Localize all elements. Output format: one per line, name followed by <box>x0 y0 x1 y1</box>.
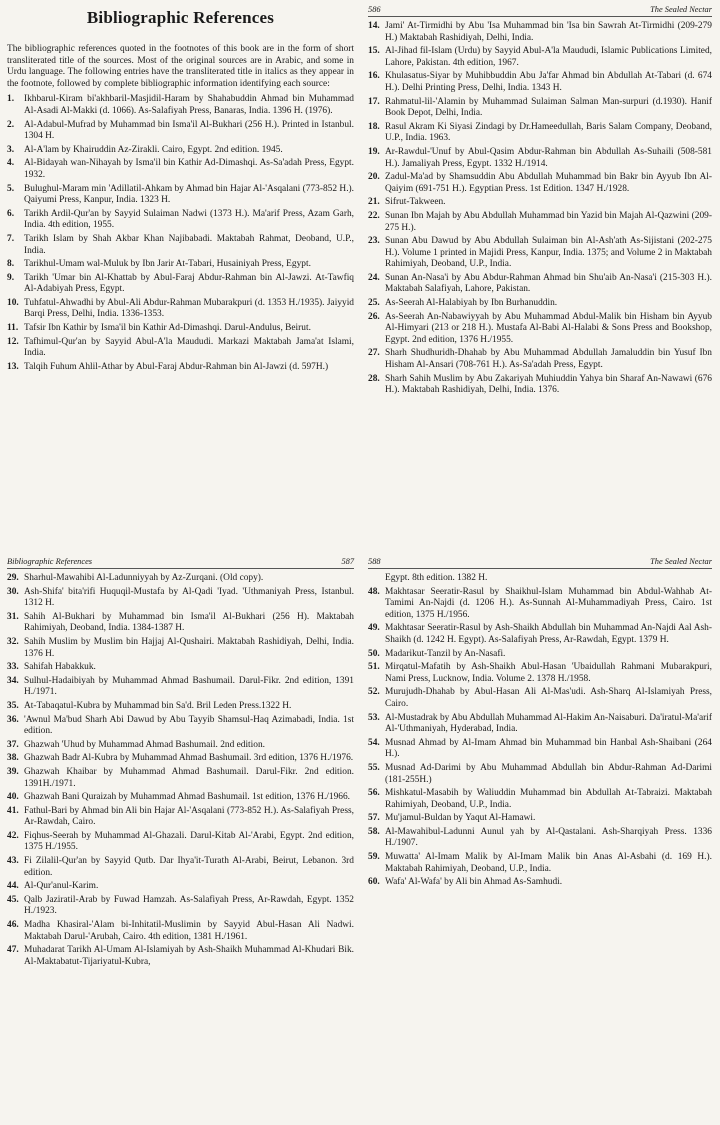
entry-number: 40. <box>7 792 19 803</box>
list-item <box>368 738 712 761</box>
entry-number: 44. <box>7 881 19 892</box>
entry-text: Al-Bidayah wan-Nihayah by Isma'il bin Kathir Ad-Dimashqi. As-Sa'adah Press, Egypt. 1932. <box>24 158 354 180</box>
list-item <box>368 147 712 170</box>
entry-number: 59. <box>368 852 380 863</box>
page-585 <box>0 0 362 552</box>
list-item <box>7 259 354 271</box>
entry-number: 25. <box>368 298 380 309</box>
entry-text: Sharhul-Mawahibi Al-Ladunniyyah by Az-Zurqani. (Old copy). <box>24 573 264 583</box>
entry-text: As-Seerah An-Nabawiyyah by Abu Muhammad Abdul-Malik bin Hisham bin Ayyub Al-Himyari (213 or 218 H.). Mustafa Al-Babi Al-Halabi & Sons Press and Bookshop, Egypt. 2nd edition, 1376 H./1955. <box>385 311 712 345</box>
list-item <box>368 21 712 44</box>
list-item <box>7 587 354 610</box>
entry-text: Talqih Fuhum Ahlil-Athar by Abul-Faraj Abdur-Rahman bin Al-Jawzi (d. 597H.) <box>24 361 329 372</box>
entry-text: Jami' At-Tirmidhi by Abu 'Isa Muhammad bin 'Isa bin Sawrah At-Tirmidhi (209-279 H.) Maktabah Rashidiyah, Delhi, India. <box>385 21 712 43</box>
list-item <box>7 662 354 674</box>
page-586 <box>362 0 720 552</box>
entry-text: Sahih Muslim by Muslim bin Hajjaj Al-Qushairi. Maktabah Rashidiyah, Delhi, India. 1376 H. <box>24 636 354 659</box>
entry-number: 46. <box>7 920 19 931</box>
running-title: Bibliographic References <box>7 557 93 566</box>
reference-list <box>7 573 354 968</box>
list-item <box>7 920 354 943</box>
entry-text: At-Tabaqatul-Kubra by Muhammad bin Sa'd. Bril Leden Press.1322 H. <box>24 700 292 711</box>
list-item <box>368 197 712 209</box>
list-item <box>7 856 354 879</box>
entry-number: 56. <box>368 788 380 799</box>
entry-text: Makhtasar Seeratir-Rasul by Shaikhul-Islam Muhammad bin Abdul-Wahhab At-Tamimi An-Najdi (d. 1206 H.). As-Sunnah Al-Muhammadiyah Press, Cairo. 1st edition, 1375 H./1956. <box>385 586 712 620</box>
entry-number: 39. <box>7 766 19 777</box>
entry-text: Tuhfatul-Ahwadhi by Abul-Ali Abdur-Rahman Mubarakpuri (d. 1353 H./1935). Jaiyyid Barqi Press, Delhi, India. 1336-1353. <box>24 297 354 320</box>
entry-text: Al-Adabul-Mufrad by Muhammad bin Isma'il Al-Bukhari (256 H.). Printed in Istanbul. 1304 H. <box>24 119 354 142</box>
entry-number: 2. <box>7 119 15 130</box>
list-item <box>368 763 712 786</box>
entry-text: Fathul-Bari by Ahmad bin Ali bin Hajar Al-'Asqalani (773-852 H.). As-Salafiyah Press, Ar-Rawdah, Cairo. <box>24 805 354 828</box>
reference-list <box>7 94 354 373</box>
list-item <box>7 362 354 374</box>
list-item <box>7 806 354 829</box>
list-item <box>368 662 712 685</box>
entry-text: Al-Mustadrak by Abu Abdullah Muhammad Al-Hakim An-Naisaburi. Da'iratul-Ma'arif Al-'Uthmaniyah, Hyderabad, India. <box>385 712 712 735</box>
entry-text: Muhadarat Tarikh Al-Umam Al-Islamiyah by Ash-Shaikh Muhammad Al-Khudari Bik. Al-Maktabatut-Tijariyatul-Kubra, <box>24 945 354 967</box>
page-number: 587 <box>341 557 354 566</box>
list-item <box>368 374 712 397</box>
list-item <box>368 713 712 736</box>
entry-text: Tarikh Islam by Shah Akbar Khan Najibabadi. Maktabah Rahmat, Deoband, U.P., India. <box>24 233 354 256</box>
entry-number: 19. <box>368 146 380 157</box>
entry-text: Al-Qur'anul-Karim. <box>24 881 99 892</box>
list-item <box>7 676 354 699</box>
entry-number: 37. <box>7 739 19 750</box>
entry-text: Muwatta' Al-Imam Malik by Al-Imam Malik bin Anas Al-Asbahi (d. 169 H.). Maktabah Rahimiyah, Deoband, U.P., India. <box>385 852 712 874</box>
entry-text: Zadul-Ma'ad by Shamsuddin Abu Abdullah Muhammad bin Bakr bin Ayyub Ibn Al-Qaiyim (691-751 H.). Egyptian Press. 1st Edition. 1347 H./1928. <box>385 172 712 194</box>
entry-text: Sharh Sahih Muslim by Abu Zakariyah Muhiuddin Yahya bin Sharaf An-Nawawi (676 H.). Maktabah Rashidiyah, Delhi, India. 1376. <box>385 373 712 396</box>
entry-number: 47. <box>7 945 19 956</box>
entry-text: Makhtasar Seeratir-Rasul by Ash-Shaikh Abdullah bin Muhammad An-Najdi Aal Ash-Shaikh (d. 1242 H. Egypt). As-Salafiyah Press, Ar-Rawdah, Egypt. 1379 H. <box>385 623 712 645</box>
entry-number: 30. <box>7 586 19 597</box>
entry-text: As-Seerah Al-Halabiyah by Ibn Burhanuddin. <box>385 298 558 309</box>
list-item <box>7 298 354 321</box>
list-item <box>7 637 354 660</box>
running-header <box>368 556 712 569</box>
list-item <box>368 236 712 271</box>
entry-number: 26. <box>368 311 380 322</box>
entry-text: Sunan Abu Dawud by Abu Abdullah Sulaiman bin Al-Ash'ath As-Sijistani (202-275 H.). Volume 1 printed in Majidi Press, Kanpur, India. 1375; and Volume 2 in Maktabah Rahimiyah, Deoband, U.P., India. <box>385 236 712 270</box>
entry-number: 42. <box>7 830 19 841</box>
entry-number: 31. <box>7 611 19 622</box>
entry-text: Sahih Al-Bukhari by Muhammad bin Isma'il Al-Bukhari (256 H). Maktabah Rahimiyah, Deoband, India. 1384-1387 H. <box>24 611 354 634</box>
list-item <box>368 71 712 94</box>
entry-text: Ikhbarul-Kiram bi'akhbaril-Masjidil-Haram by Shahabuddin Ahmad bin Muhammad Al-Asadi Al-Makki (d. 1066). As-Salafiyah Press, Banaras, India. 1396 H. (1976). <box>24 94 354 116</box>
entry-number: 18. <box>368 121 380 132</box>
entry-text: Madarikut-Tanzil by An-Nasafi. <box>385 648 506 659</box>
entry-text: Fi Zilalil-Qur'an by Sayyid Qutb. Dar Ihya'it-Turath Al-Arabi, Beirut, Lebanon. 3rd edition. <box>24 856 354 878</box>
list-item <box>368 827 712 850</box>
list-item <box>368 348 712 371</box>
entry-number: 5. <box>7 183 15 194</box>
list-item <box>7 323 354 335</box>
entry-number: 51. <box>368 662 380 673</box>
entry-number: 50. <box>368 648 380 659</box>
entry-text: Fiqhus-Seerah by Muhammad Al-Ghazali. Darul-Kitab Al-'Arabi, Egypt. 2nd edition, 1375 H./1955. <box>24 830 354 853</box>
entry-text: Musnad Ahmad by Al-Imam Ahmad bin Muhammad bin Hanbal Ash-Shaibani (264 H.). <box>385 737 712 760</box>
list-item <box>7 158 354 181</box>
list-item <box>7 945 354 968</box>
list-item <box>7 792 354 804</box>
entry-number: 32. <box>7 636 19 647</box>
entry-number: 49. <box>368 623 380 634</box>
list-item <box>368 877 712 889</box>
entry-text: Ash-Shifa' bita'rifi Huquqil-Mustafa by Al-Qadi 'Iyad. 'Uthmaniyah Press, Istanbul. 1312 H. <box>24 586 354 609</box>
entry-number: 33. <box>7 662 19 673</box>
page-title: Bibliographic References <box>86 8 275 27</box>
entry-text: Tarikh Ardil-Qur'an by Sayyid Sulaiman Nadwi (1373 H.). Ma'arif Press, Azam Garh, India. 4th edition, 1955. <box>24 208 354 231</box>
entry-text: Ghazwah Badr Al-Kubra by Muhammad Ahmad Bashumail. 3rd edition, 1376 H./1976. <box>24 753 354 764</box>
entry-text: Khulasatus-Siyar by Muhibbuddin Abu Ja'far Ahmad bin Abdullah At-Tabari (d. 674 H.). Delhi Printing Press, Delhi, India. 1343 H. <box>385 71 712 93</box>
list-item-continuation <box>368 573 712 585</box>
entry-text: Murujudh-Dhahab by Abul-Hasan Ali Al-Mas'udi. Ash-Sharq Al-Islamiyah Press, Cairo. <box>385 687 712 709</box>
list-item <box>368 273 712 296</box>
entry-number: 3. <box>7 144 15 155</box>
reference-list <box>368 573 712 889</box>
entry-text: Sunan Ibn Majah by Abu Abdullah Muhammad bin Yazid bin Majah Al-Qazwini (209-275 H.). <box>385 210 712 233</box>
list-item <box>7 337 354 360</box>
list-item <box>7 715 354 738</box>
list-item <box>7 94 354 117</box>
list-item <box>368 312 712 347</box>
entry-text: Tafhimul-Qur'an by Sayyid Abul-A'la Maududi. Markazi Maktabah Jama'at Islami, India. <box>24 336 354 359</box>
list-item <box>7 831 354 854</box>
entry-number: 54. <box>368 737 380 748</box>
intro-paragraph: The bibliographic references quoted in the footnotes of this book are in the form of short transliterated title of the sources. Most of the original sources are in Arabic, and some in Urdu language. The following entries have the transliterated title in italics as they appear in the footnote, followed by complete bibliographic information identifying each source: <box>7 44 354 89</box>
list-item <box>368 649 712 661</box>
list-item <box>7 120 354 143</box>
entry-text: Al-Mawahibul-Ladunni Aunul yah by Al-Qastalani. Ash-Sharqiyah Press. 1336 H./1907. <box>385 826 712 849</box>
list-item <box>368 687 712 710</box>
list-item <box>368 852 712 875</box>
running-title: The Sealed Nectar <box>650 5 712 14</box>
entry-text: Al-Jihad fil-Islam (Urdu) by Sayyid Abul-A'la Maududi, Islamic Publications Limited, Lahore, Pakistan. 4th edition, 1967. <box>385 46 712 68</box>
entry-number: 27. <box>368 348 380 359</box>
entry-number: 21. <box>368 197 380 208</box>
entry-number: 43. <box>7 856 19 867</box>
list-item <box>368 46 712 69</box>
running-title: The Sealed Nectar <box>650 557 712 566</box>
entry-number: 7. <box>7 233 15 244</box>
entry-text: Tarikh 'Umar bin Al-Khattab by Abul-Faraj Abdur-Rahman bin Al-Jawzi. At-Tawfiq Al-Adabiyah Press, Egypt. <box>24 272 354 295</box>
entry-number: 36. <box>7 714 19 725</box>
entry-number: 16. <box>368 71 380 82</box>
list-item <box>7 145 354 157</box>
list-item <box>7 881 354 893</box>
page-number: 586 <box>368 5 381 14</box>
entry-number: 12. <box>7 336 19 347</box>
entry-number: 45. <box>7 894 19 905</box>
list-item <box>7 234 354 257</box>
entry-number: 28. <box>368 373 380 384</box>
list-item <box>368 813 712 825</box>
entry-text: Ghazwah Khaibar by Muhammad Ahmad Bashumail. Darul-Fikr. 2nd edition. 1391H./1971. <box>24 766 354 789</box>
entry-number: 22. <box>368 210 380 221</box>
entry-text: Egypt. 8th edition. 1382 H. <box>385 573 488 583</box>
list-item <box>7 753 354 765</box>
entry-number: 9. <box>7 272 15 283</box>
entry-number: 58. <box>368 826 380 837</box>
list-item <box>7 184 354 207</box>
entry-number: 57. <box>368 813 380 824</box>
running-header <box>7 556 354 569</box>
entry-text: Qalb Jaziratil-Arab by Fuwad Hamzah. As-Salafiyah Press, Ar-Rawdah, Egypt. 1352 H./1923. <box>24 894 354 917</box>
entry-text: Sharh Shudhuridh-Dhahab by Abu Muhammad Abdullah Jamaluddin bin Yusuf Ibn Hisham Al-Ansari (708-761 H.). As-Sa'adah Press, Egypt. <box>385 348 712 371</box>
entry-text: Rahmatul-lil-'Alamin by Muhammad Sulaiman Salman Man-surpuri (d.1930). Hanif Book Depot, Delhi, India. <box>385 96 712 119</box>
entry-number: 52. <box>368 687 380 698</box>
entry-number: 35. <box>7 700 19 711</box>
list-item <box>368 788 712 811</box>
list-item <box>7 701 354 713</box>
entry-number: 1. <box>7 94 15 105</box>
entry-number: 29. <box>7 573 19 583</box>
entry-text: Sunan An-Nasa'i by Abu Abdur-Rahman Ahmad bin Shu'aib An-Nasa'i (215-303 H.). Maktabah Salafiyah, Lahore, Pakistan. <box>385 272 712 295</box>
entry-number: 15. <box>368 46 380 57</box>
entry-text: Tafsir Ibn Kathir by Isma'il bin Kathir Ad-Dimashqi. Darul-Andulus, Beirut. <box>24 323 311 334</box>
entry-number: 13. <box>7 361 19 372</box>
list-item <box>368 587 712 622</box>
entry-number: 24. <box>368 272 380 283</box>
entry-text: Madha Khasiral-'Alam bi-Inhitatil-Muslimin by Sayyid Abul-Hasan Ali Nadwi. Maktabah Darul-'Arubah, Cairo. 4th edition, 1381 H./1961. <box>24 920 354 942</box>
entry-number: 11. <box>7 323 19 334</box>
entry-text: Sulhul-Hadaibiyah by Muhammad Ahmad Bashumail. Darul-Fikr. 2nd edition, 1391 H./1971. <box>24 675 354 698</box>
list-item <box>7 209 354 232</box>
entry-text: Sifrut-Takween. <box>385 197 446 208</box>
entry-number: 38. <box>7 753 19 764</box>
page-588 <box>362 552 720 1125</box>
entry-text: Ghazwah Bani Quraizah by Muhammad Ahmad Bashumail. 1st edition, 1376 H./1966. <box>24 792 350 803</box>
entry-number: 4. <box>7 158 15 169</box>
entry-number: 20. <box>368 172 380 183</box>
list-item <box>7 273 354 296</box>
entry-text: 'Awnul Ma'bud Sharh Abi Dawud by Abu Tayyib Shamsul-Haq Azimabadi, India. 1st edition. <box>24 714 354 737</box>
entry-text: Ghazwah 'Uhud by Muhammad Ahmad Bashumail. 2nd edition. <box>24 739 265 750</box>
entry-number: 17. <box>368 96 380 107</box>
list-item <box>368 211 712 234</box>
list-item <box>7 767 354 790</box>
entry-text: Musnad Ad-Darimi by Abu Muhammad Abdullah bin Abdur-Rahman Ad-Darimi (181-255H.) <box>385 762 712 785</box>
entry-text: Mirqatul-Mafatih by Ash-Shaikh Abul-Hasan 'Ubaidullah Rahmani Mubarakpuri, Nami Press, Lucknow, India. Volume 2. 1378 H./1958. <box>385 662 712 684</box>
list-item <box>368 623 712 646</box>
entry-number: 55. <box>368 762 380 773</box>
entry-text: Mishkatul-Masabih by Waliuddin Muhammad bin Abdullah At-Tabraizi. Maktabah Rahimiyah, Deoband, U.P., India. <box>385 788 712 810</box>
page-587 <box>0 552 362 1125</box>
entry-text: Rasul Akram Ki Siyasi Zindagi by Dr.Hameedullah, Baris Salam Company, Deoband, U.P., India. 1963. <box>385 121 712 144</box>
list-item <box>368 298 712 310</box>
entry-number: 14. <box>368 21 380 31</box>
entry-text: Ar-Rawdul-'Unuf by Abul-Qasim Abdur-Rahman bin Abdullah As-Suhaili (508-581 H.). Jamaliyah Press, Egypt. 1332 H./1914. <box>385 146 712 169</box>
entry-number: 41. <box>7 805 19 816</box>
entry-text: Bulughul-Maram min 'Adillatil-Ahkam by Ahmad bin Hajar Al-'Asqalani (773-852 H.). Qaiyumi Press, Kanpur, India. 1323 H. <box>24 183 354 206</box>
page-number: 588 <box>368 557 381 566</box>
list-item <box>7 895 354 918</box>
entry-text: Sahifah Habakkuk. <box>24 662 96 673</box>
entry-text: Al-A'lam by Khairuddin Az-Zirakli. Cairo, Egypt. 2nd edition. 1945. <box>24 144 283 155</box>
list-item <box>368 122 712 145</box>
list-item <box>7 612 354 635</box>
entry-number: 23. <box>368 236 380 247</box>
entry-number: 8. <box>7 259 15 270</box>
entry-number: 53. <box>368 712 380 723</box>
list-item <box>7 740 354 752</box>
entry-number: 10. <box>7 297 19 308</box>
entry-number: 6. <box>7 208 15 219</box>
list-item <box>368 97 712 120</box>
running-header <box>368 4 712 17</box>
entry-number: 48. <box>368 586 380 597</box>
reference-list <box>368 21 712 397</box>
entry-text: Wafa' Al-Wafa' by Ali bin Ahmad As-Samhudi. <box>385 877 563 888</box>
entry-text: Mu'jamul-Buldan by Yaqut Al-Hamawi. <box>385 813 536 824</box>
entry-text: Tarikhul-Umam wal-Muluk by Ibn Jarir At-Tabari, Husainiyah Press, Egypt. <box>24 259 311 270</box>
entry-number: 34. <box>7 675 19 686</box>
list-item <box>7 573 354 585</box>
list-item <box>368 172 712 195</box>
entry-number: 60. <box>368 877 380 888</box>
